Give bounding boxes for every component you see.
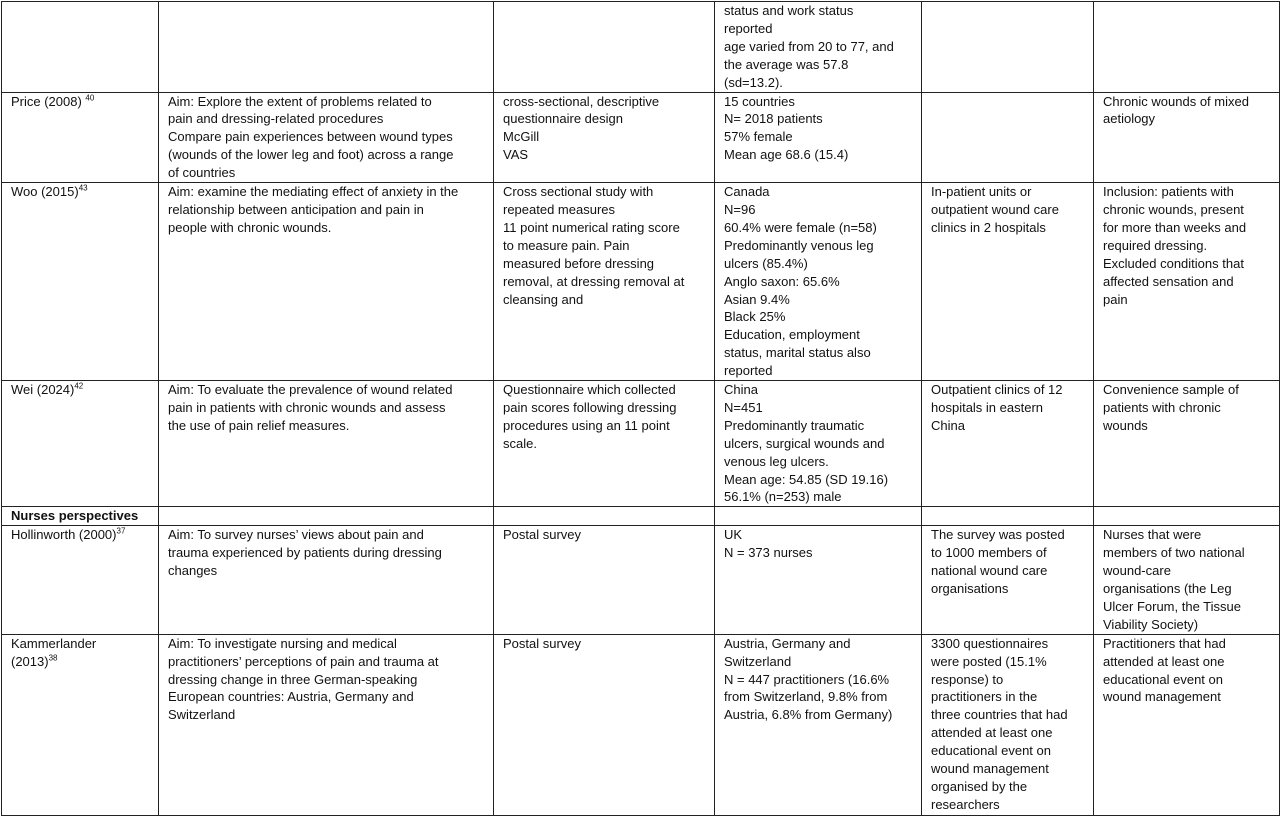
study-name: Hollinworth (2000): [11, 527, 117, 543]
section-header-row: [2, 507, 1280, 526]
study-name: Wei (2024): [11, 382, 75, 398]
inclusion-cell: Inclusion: patients with chronic wounds, present for more than weeks and required dressing. Excluded conditions that affected sensation and pain: [1094, 183, 1280, 381]
aim-cell: Aim: To investigate nursing and medical practitioners’ perceptions of pain and trauma at dressing change in three German-speaking European countries: Austria, Germany and Switzerland: [159, 634, 494, 815]
aim-cell: Aim: To survey nurses’ views about pain and trauma experienced by patients during dressing changes: [159, 526, 494, 634]
inclusion-cell: Practitioners that had attended at least one educational event on wound management: [1094, 634, 1280, 815]
inclusion-cell: [1094, 2, 1280, 93]
empty-cell: [922, 507, 1094, 526]
study-cell: [2, 526, 159, 634]
table-row: [2, 2, 1280, 93]
study-name: Kammerlander: [11, 635, 97, 651]
table-row: [2, 634, 1280, 815]
empty-cell: [1094, 507, 1280, 526]
sample-cell: Austria, Germany and Switzerland N = 447 practitioners (16.6% from Switzerland, 9.8% from Austria, 6.8% from Germany): [715, 634, 922, 815]
inclusion-cell: Nurses that were members of two national wound-care organisations (the Leg Ulcer Forum, the Tissue Viability Society): [1094, 526, 1280, 634]
setting-cell: In-patient units or outpatient wound care clinics in 2 hospitals: [922, 183, 1094, 381]
setting-cell: 3300 questionnaires were posted (15.1% response) to practitioners in the three countries that had attended at least one educational event on wound management organised by the researchers: [922, 634, 1094, 815]
study-cell: [2, 183, 159, 381]
sample-cell: China N=451 Predominantly traumatic ulcers, surgical wounds and venous leg ulcers. Mean age: 54.85 (SD 19.16) 56.1% (n=253) male: [715, 381, 922, 507]
design-cell: Questionnaire which collected pain scores following dressing procedures using an 11 point scale.: [494, 381, 715, 507]
empty-cell: [494, 507, 715, 526]
studies-table: [1, 1, 1280, 816]
reference-number: 38: [48, 653, 58, 663]
study-name: Price (2008): [11, 93, 86, 109]
reference-number: 40: [85, 93, 95, 103]
sample-cell: status and work status reported age varied from 20 to 77, and the average was 57.8 (sd=13.2).: [715, 2, 922, 93]
study-year: (2013): [11, 653, 49, 669]
study-cell: [2, 634, 159, 815]
study-cell: [2, 381, 159, 507]
aim-cell: Aim: examine the mediating effect of anxiety in the relationship between anticipation and pain in people with chronic wounds.: [159, 183, 494, 381]
design-cell: [494, 2, 715, 93]
design-cell: cross-sectional, descriptive questionnaire design McGill VAS: [494, 92, 715, 183]
study-cell: [2, 92, 159, 183]
section-title-cell: [2, 507, 159, 526]
sample-cell: Canada N=96 60.4% were female (n=58) Predominantly venous leg ulcers (85.4%) Anglo saxon: 65.6% Asian 9.4% Black 25% Education, employment status, marital status also reported: [715, 183, 922, 381]
study-cell: [2, 2, 159, 93]
setting-cell: The survey was posted to 1000 members of national wound care organisations: [922, 526, 1094, 634]
sample-cell: 15 countries N= 2018 patients 57% female Mean age 68.6 (15.4): [715, 92, 922, 183]
empty-cell: [159, 507, 494, 526]
table-row: [2, 92, 1280, 183]
aim-cell: [159, 2, 494, 93]
reference-number: 43: [78, 183, 88, 193]
aim-cell: Aim: To evaluate the prevalence of wound related pain in patients with chronic wounds and assess the use of pain relief measures.: [159, 381, 494, 507]
design-cell: Postal survey: [494, 634, 715, 815]
reference-number: 42: [74, 381, 84, 391]
inclusion-cell: Convenience sample of patients with chronic wounds: [1094, 381, 1280, 507]
setting-cell: [922, 92, 1094, 183]
study-name: Woo (2015): [11, 184, 79, 200]
aim-cell: Aim: Explore the extent of problems related to pain and dressing-related procedures Compare pain experiences between wound types (wounds of the lower leg and foot) across a range of countries: [159, 92, 494, 183]
design-cell: Cross sectional study with repeated measures 11 point numerical rating score to measure pain. Pain measured before dressing removal, at dressing removal at cleansing and: [494, 183, 715, 381]
setting-cell: [922, 2, 1094, 93]
table-row: [2, 526, 1280, 634]
section-title: Nurses perspectives: [11, 508, 139, 524]
design-cell: Postal survey: [494, 526, 715, 634]
sample-cell: UK N = 373 nurses: [715, 526, 922, 634]
table-row: [2, 381, 1280, 507]
empty-cell: [715, 507, 922, 526]
reference-number: 37: [116, 526, 126, 536]
inclusion-cell: Chronic wounds of mixed aetiology: [1094, 92, 1280, 183]
setting-cell: Outpatient clinics of 12 hospitals in eastern China: [922, 381, 1094, 507]
table-row: [2, 183, 1280, 381]
